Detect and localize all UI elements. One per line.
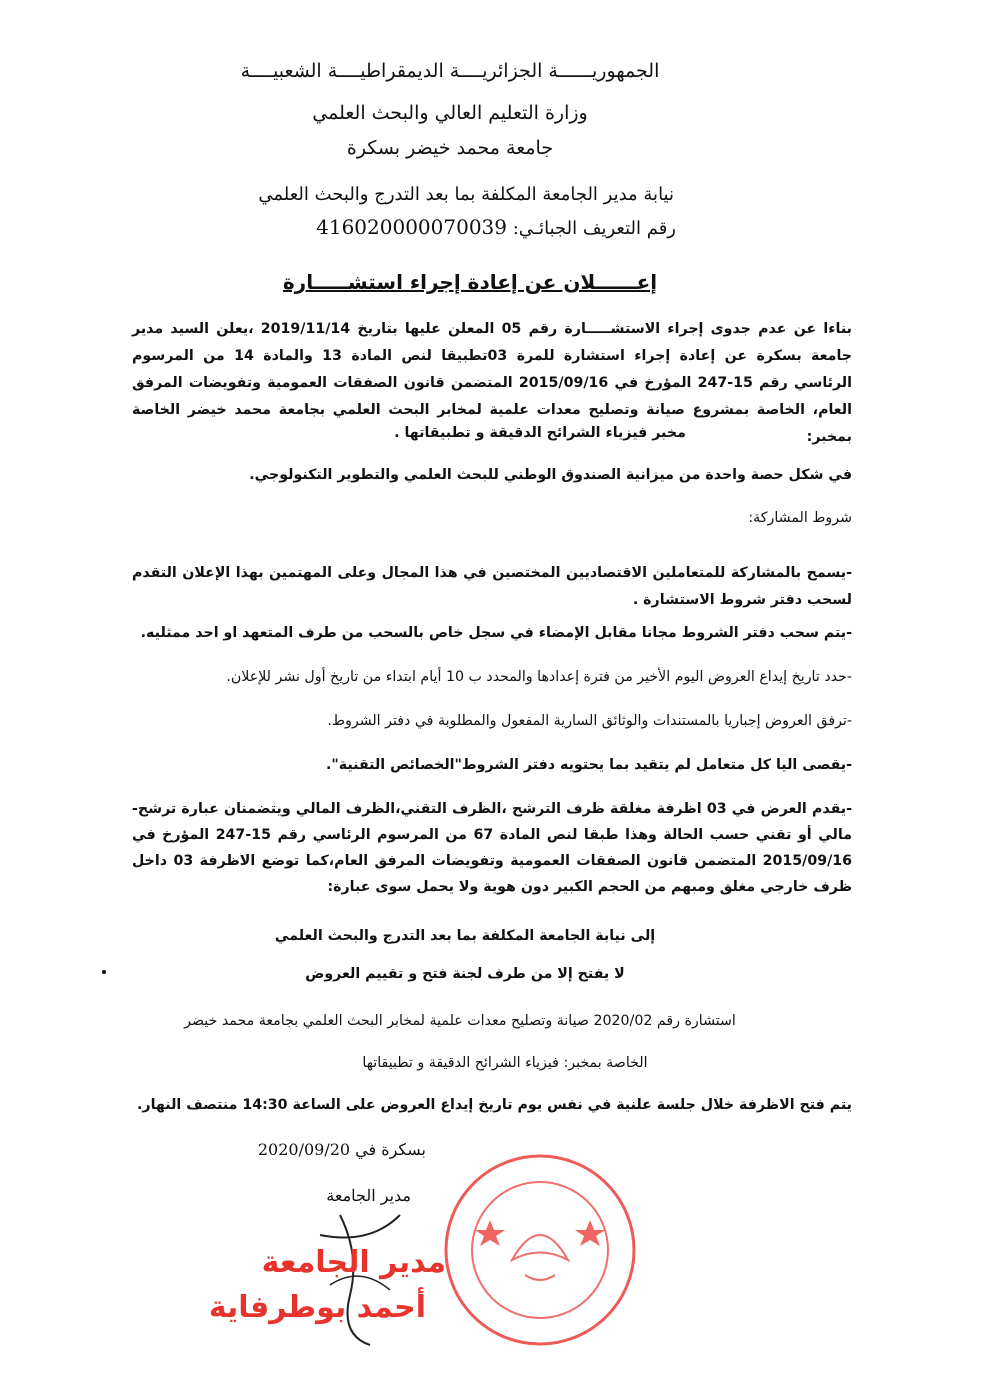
envelope-line: إلى نيابة الجامعة المكلفة بما بعد التدرج والبحث العلمي	[274, 928, 656, 944]
signatory-title: مدير الجامعة	[326, 1186, 411, 1205]
stamp-graphic	[440, 1150, 640, 1350]
tax-id-label: رقم التعريف الجبائـي:	[512, 218, 676, 239]
header-ministry: وزارة التعليم العالي والبحث العلمي	[312, 102, 588, 124]
header-office: نيابة مدير الجامعة المكلفة بما بعد التدرج والبحث العلمي	[258, 184, 674, 205]
page-title: إعــــــلان عن إعادة إجراء استشـــــارة	[282, 270, 658, 294]
condition-item: -يتم سحب دفتر الشروط مجانا مقابل الإمضاء في سجل خاص بالسحب من طرف المتعهد او احد ممثليه.	[140, 625, 852, 641]
header-republic: الجمهوريــــــة الجزائريــــة الديمقراطيــــة الشعبيــــة	[240, 60, 660, 82]
place-date: بسكرة في 2020/09/20	[257, 1140, 426, 1159]
intro-paragraph: بناءا عن عدم جدوى إجراء الاستشـــــارة رقم 05 المعلن عليها بتاريخ 2019/11/14 ،يعلن السيد مدير جامعة بسكرة عن إعادة إجراء استشارة للمرة 03تطبيقا لنص المادة 13 والمادة 14 من المرسوم الرئاسي رقم 15-247 المؤرخ في 2015/09/16 المتضمن قانون الصفقات العمومية وتفويضات المرفق العام، الخاصة بمشروع صيانة وتصليح معدات علمية لمخابر البحث العلمي بجامعة محمد خيضر الخاصة بمخبر:	[132, 321, 853, 445]
envelope-line: لا يفتح إلا من طرف لجنة فتح و تقييم العروض	[305, 966, 625, 982]
conditions-heading: شروط المشاركة:	[748, 510, 852, 526]
condition-item: -يقدم العرض في 03 اظرفة مغلقة ظرف الترشح ،الظرف التقني،الظرف المالي ويتضمنان عبارة ترشح-مالي أو تقني حسب الحالة وهذا طبقا لنص المادة 67 من المرسوم الرئاسي رقم 15-247 المؤرخ في 2015/09/16 المتضمن قانون الصفقات العمومية وتفويضات المرفق العام،كما توضع الاظرفة 03 داخل ظرف خارجي مغلق ومبهم من الحجم الكبير دون هوية ولا يحمل سوى عبارة:	[132, 801, 852, 895]
signature-stamp-name: أحمد بوطرفاية	[208, 1290, 426, 1325]
envelope-line: الخاصة بمخبر: فيزياء الشرائح الدقيقة و تطبيقاتها	[362, 1055, 648, 1071]
condition-item: -حدد تاريخ إيداع العروض اليوم الأخير من فترة إعدادها والمحدد ب 10 أيام ابتداء من تاريخ أول نشر للإعلان.	[226, 669, 852, 685]
envelope-line: استشارة رقم 2020/02 صيانة وتصليح معدات علمية لمخابر البحث العلمي بجامعة محمد خيضر	[184, 1013, 736, 1029]
condition-item: -يقصى اليا كل متعامل لم يتقيد بما يحتويه دفتر الشروط"الخصائص التقنية".	[326, 757, 852, 773]
header-university: جامعة محمد خيضر بسكرة	[346, 137, 554, 159]
opening-line: يتم فتح الاظرفة خلال جلسة علنية في نفس يوم تاريخ إيداع العروض على الساعة 14:30 منتصف النهار.	[137, 1097, 852, 1113]
signature-stamp-title: مدير الجامعة	[261, 1245, 446, 1280]
tax-id-line	[316, 215, 676, 239]
lot-line: في شكل حصة واحدة من ميزانية الصندوق الوطني للبحث العلمي والتطوير التكنولوجي.	[249, 467, 852, 483]
condition-item: -ترفق العروض إجباريا بالمستندات والوثائق السارية المفعول والمطلوبة في دفتر الشروط.	[327, 713, 852, 729]
lab-name: مخبر فيزياء الشرائح الدقيقة و تطبيقاتها .	[394, 425, 686, 441]
bullet-dot	[102, 970, 106, 974]
tax-id-value: 416020000070039	[316, 215, 507, 239]
university-stamp	[440, 1150, 640, 1350]
condition-item: -يسمح بالمشاركة للمتعاملين الاقتصاديين المختصين في هذا المجال وعلى المهتمين بهذا الإعلان التقدم لسحب دفتر شروط الاستشارة .	[132, 565, 852, 608]
